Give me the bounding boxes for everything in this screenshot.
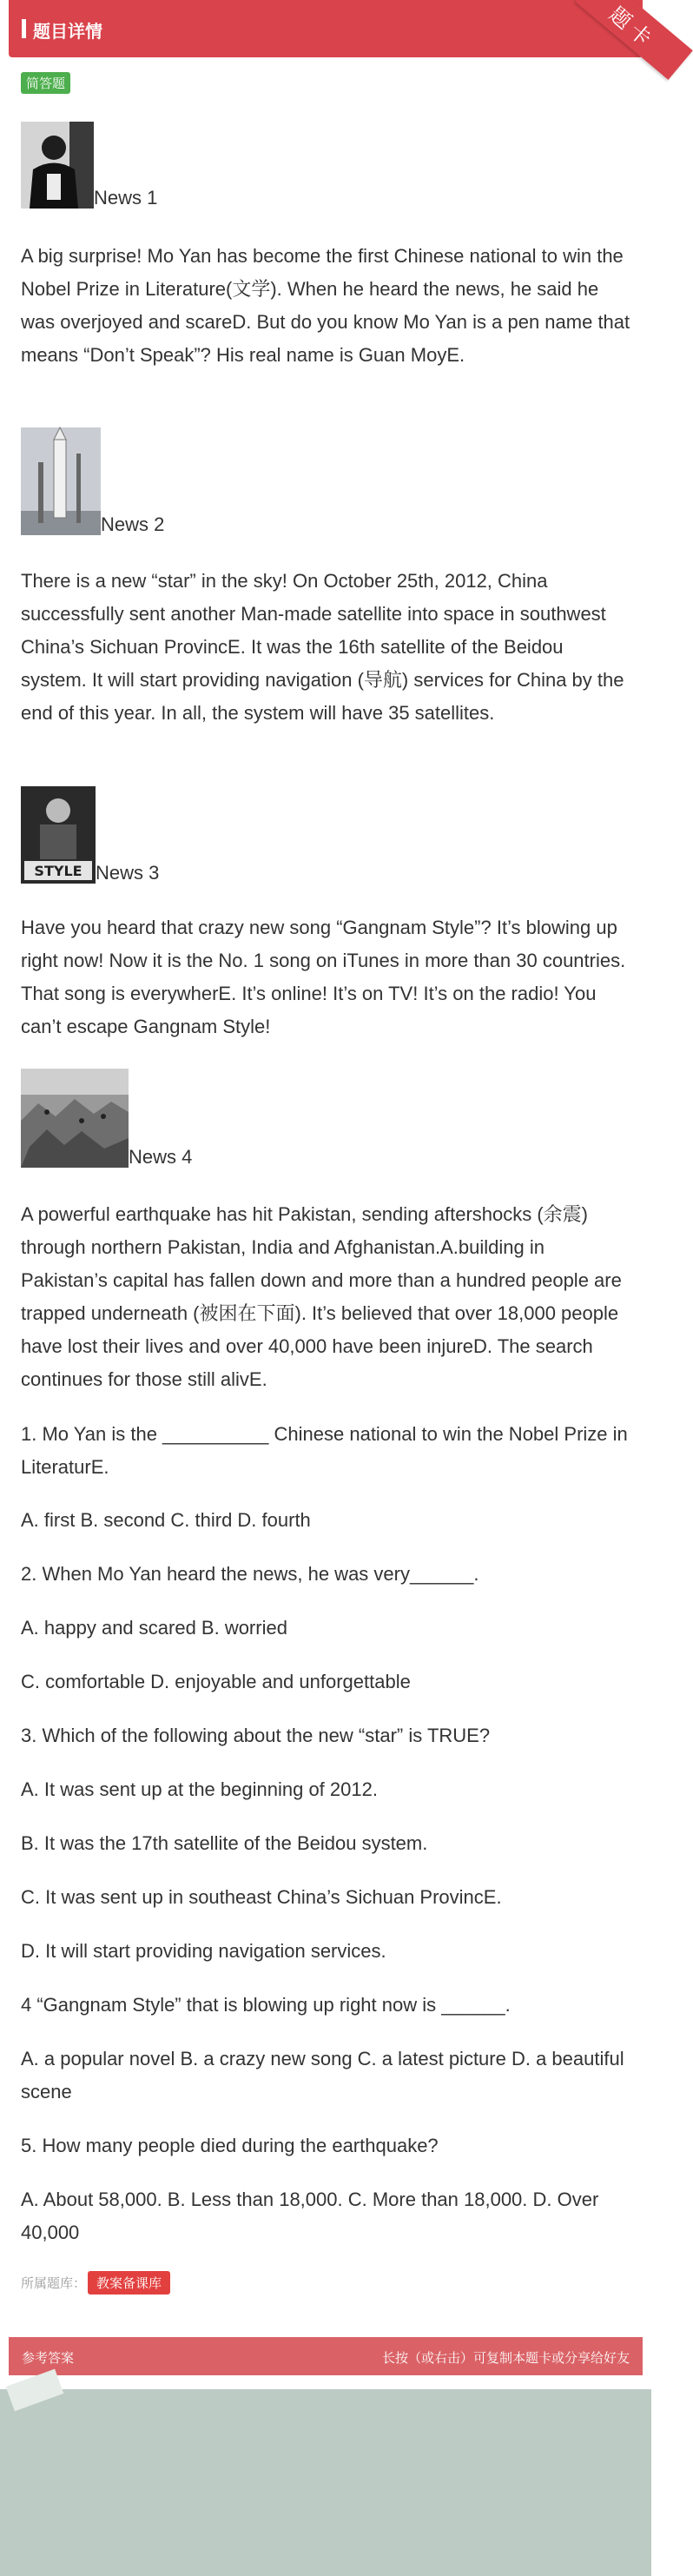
news-1-heading <box>21 122 157 209</box>
answer-footer-bar[interactable] <box>9 2337 643 2375</box>
share-hint: 长按（或右击）可复制本题卡或分享给好友 <box>381 2351 630 2366</box>
news-1-label: News 1 <box>94 187 158 209</box>
news-4-text: A powerful earthquake has hit Pakistan, sending aftershocks (余震) through northern Pakistan, India and Afghanistan.A.building in Pakistan’s capital has fallen down and more than a hundred people are trapped underneath (被困在下面). It’s believed that over 18,000 people have lost their lives and over 40,000 have been injureD. The search continues for those still alivE. <box>21 1203 622 1390</box>
svg-text:STYLE: STYLE <box>34 863 82 879</box>
question-2: 2. When Mo Yan heard the news, he was very______. <box>21 1563 479 1585</box>
question-2-options-b: C. comfortable D. enjoyable and unforgettable <box>21 1671 411 1692</box>
question-1: 1. Mo Yan is the __________ Chinese national to win the Nobel Prize in LiteraturE. <box>21 1423 628 1478</box>
source-library-link[interactable]: 教案备课库 <box>88 2271 170 2295</box>
question-3-option-b: B. It was the 17th satellite of the Beidou system. <box>21 1832 428 1854</box>
question-card <box>9 0 660 57</box>
mo-yan-photo-icon <box>21 122 94 209</box>
header-title: 题目详情 <box>33 23 102 42</box>
question-type-badge: 简答题 <box>21 72 70 94</box>
question-1-options: A. first B. second C. third D. fourth <box>21 1509 311 1531</box>
card-header <box>9 0 660 57</box>
question-5-options: A. About 58,000. B. Less than 18,000. C. More than 18,000. D. Over 40,000 <box>21 2189 599 2243</box>
news-3-heading <box>21 786 159 884</box>
page-background <box>0 2389 651 2576</box>
rocket-launch-photo-icon <box>21 427 101 535</box>
earthquake-photo-icon <box>21 1069 129 1168</box>
source-label: 所属题库： <box>21 2276 87 2291</box>
news-3-label: News 3 <box>96 862 160 884</box>
question-4-options: A. a popular novel B. a crazy new song C. a latest picture D. a beautiful scene <box>21 2048 624 2103</box>
question-5: 5. How many people died during the earthquake? <box>21 2135 439 2156</box>
news-4-heading <box>21 1069 192 1168</box>
question-4: 4 “Gangnam Style” that is blowing up right now is ______. <box>21 1994 511 2016</box>
news-1-text: A big surprise! Mo Yan has become the first Chinese national to win the Nobel Prize in Literature(文学). When he heard the news, he said he was overjoyed and scareD. But do you know Mo Yan is a pen name that means “Don’t Speak”? His real name is Guan MoyE. <box>21 245 630 366</box>
news-4-label: News 4 <box>129 1146 193 1168</box>
news-2-label: News 2 <box>101 513 165 535</box>
question-3: 3. Which of the following about the new “star” is TRUE? <box>21 1725 491 1746</box>
question-2-options-a: A. happy and scared B. worried <box>21 1617 287 1639</box>
corner-ribbon <box>564 0 660 78</box>
reference-answer-button[interactable]: 参考答案 <box>22 2351 75 2366</box>
news-2-text: There is a new “star” in the sky! On October 25th, 2012, China successfully sent another Man-made satellite into space in southwest China’s Sichuan ProvincE. It was the 16th satellite of the Beidou system. It will start providing navigation (导航) services for China by the end of this year. In all, the system will have 35 satellites. <box>21 570 624 724</box>
ribbon-label: 题卡 <box>575 0 693 80</box>
question-3-option-d: D. It will start providing navigation services. <box>21 1940 386 1962</box>
gangnam-style-photo-icon <box>21 786 96 884</box>
news-3-text: Have you heard that crazy new song “Gangnam Style”? It’s blowing up right now! Now it is the No. 1 song on iTunes in more than 30 countries. That song is everywherE. It’s online! It’s on TV! It’s on the radio! You can’t escape Gangnam Style! <box>21 917 626 1037</box>
question-source <box>21 2271 170 2295</box>
question-3-option-a: A. It was sent up at the beginning of 2012. <box>21 1778 378 1800</box>
question-3-option-c: C. It was sent up in southeast China’s Sichuan ProvincE. <box>21 1886 502 1908</box>
news-2-heading <box>21 427 164 535</box>
header-accent-bar <box>22 19 26 38</box>
